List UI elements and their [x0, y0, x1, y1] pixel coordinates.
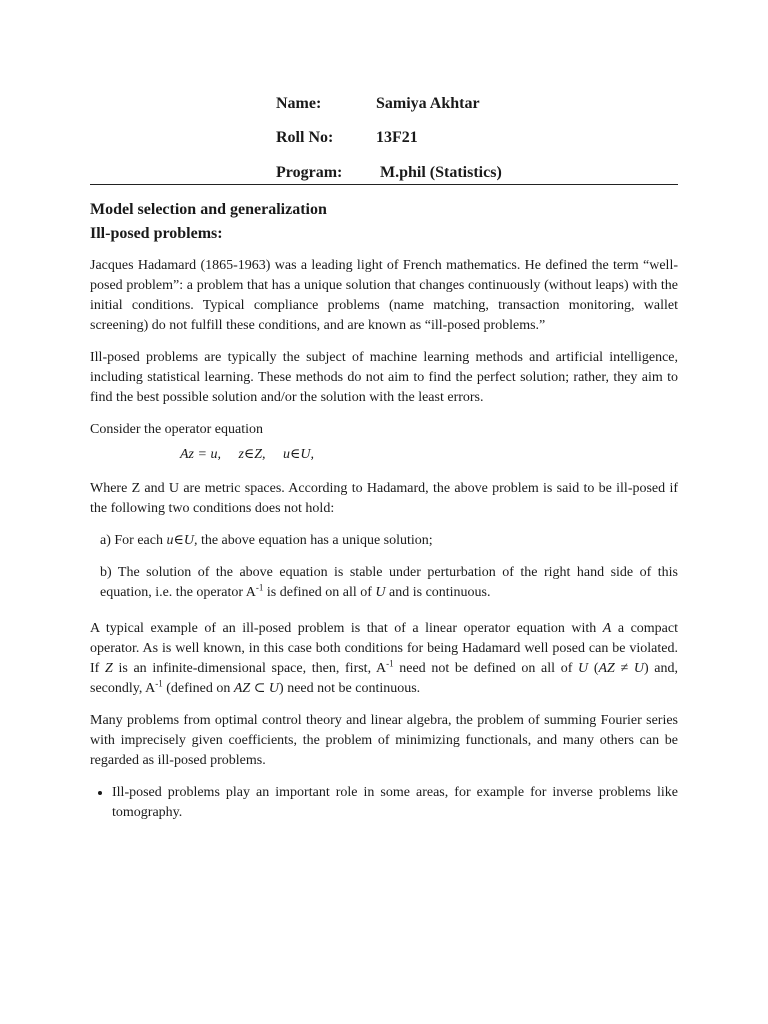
paragraph-compact-operator: [90, 619, 678, 699]
p5-text-1: A typical example of an ill-posed problem is that of a linear operator equation with: [90, 621, 603, 636]
p5-var-u: U: [578, 661, 589, 676]
program-label: Program:: [276, 164, 343, 181]
paragraph-examples: Many problems from optimal control theory and linear algebra, the problem of summing Fourier series with imprecisely given coefficients, the problem of minimizing functionals, and many others can be regarded as ill-posed problems.: [90, 713, 678, 768]
p5-text-3: is an infinite-dimensional space, then, first, A: [112, 661, 387, 676]
bullet-list: [90, 783, 678, 823]
p5-var-z: Z: [104, 661, 113, 676]
document-body: [90, 198, 678, 823]
condition-b-post: and is continuous.: [385, 585, 491, 600]
condition-a-var: u∈U,: [166, 533, 198, 548]
condition-b-pre: b) The solution of the above equation is stable under perturbation of the right hand side of this equation, i.e. the operator A: [100, 565, 678, 600]
paragraph-hadamard: Jacques Hadamard (1865-1963) was a leading light of French mathematics. He defined the term “well-posed problem”: a problem that has a unique solution that changes continuously (without leaps) with the initial conditions. Typical compliance problems (name matching, transaction monitoring, wallet screening) do not fulfill these conditions, and are known as “ill-posed problems.”: [90, 258, 678, 333]
condition-b-mid: is defined on all of: [263, 585, 376, 600]
p5-expr-az-sub-u: AZ ⊂ U: [233, 681, 280, 696]
program-value: M.phil (Statistics): [380, 164, 502, 181]
p5-text-4: need not be defined on all of: [393, 661, 579, 676]
p5-text-2: a compact operator. As is well known, in this case both conditions for being Hadamard well posed can be violated. If: [90, 621, 678, 676]
paragraph-machine-learning: Ill-posed problems are typically the subject of machine learning methods and artificial intelligence, including statistical learning. These methods do not aim to find the perfect solution; rather, they aim to find the best possible solution and/or the solution with the least errors.: [90, 350, 678, 405]
condition-b-var: U: [375, 585, 386, 600]
operator-equation: Az = u, z∈Z, u∈U,: [180, 447, 315, 462]
name-value: Samiya Akhtar: [376, 95, 480, 112]
p5-text-8: ) need not be continuous.: [279, 681, 421, 696]
p5-sup-1: -1: [386, 658, 394, 669]
header-divider: [90, 184, 678, 185]
p5-text-7: (defined on: [162, 681, 234, 696]
p5-expr-az-ne-u: AZ ≠ U: [598, 661, 644, 676]
p5-sup-2: -1: [155, 678, 163, 689]
p5-text-6: ) and, secondly, A: [90, 661, 678, 696]
p5-var-a: A: [602, 621, 612, 636]
p5-text-5: (: [588, 661, 599, 676]
roll-label: Roll No:: [276, 129, 334, 146]
condition-b-sup: -1: [255, 582, 264, 593]
roll-value: 13F21: [376, 129, 418, 146]
paragraph-metric-spaces: Where Z and U are metric spaces. According to Hadamard, the above problem is said to be ill-posed if the following two conditions does not hold:: [90, 481, 678, 516]
condition-b: [100, 563, 678, 603]
section-title: Model selection and generalization: [90, 201, 327, 218]
paragraph-operator-intro: Consider the operator equation: [90, 422, 264, 437]
subsection-title: Ill-posed problems:: [90, 225, 223, 242]
name-label: Name:: [276, 95, 322, 112]
condition-a-post: the above equation has a unique solution;: [197, 533, 433, 548]
condition-a-pre: a) For each: [100, 533, 167, 548]
condition-a: [100, 531, 678, 551]
list-item: • Ill-posed problems play an important role in some areas, for example for inverse problems like tomography.: [112, 783, 678, 823]
